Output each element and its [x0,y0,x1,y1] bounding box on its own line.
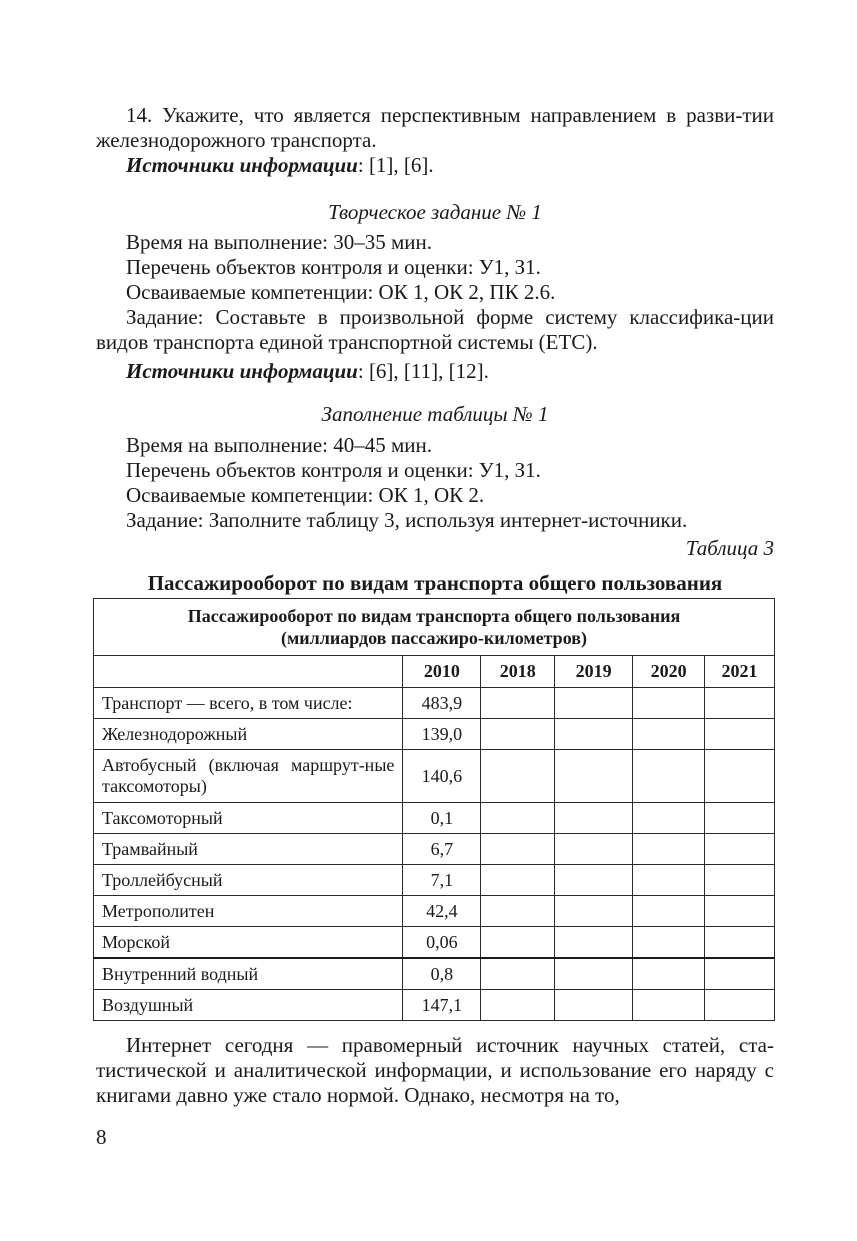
creative-task-heading: Творческое задание № 1 [328,200,542,224]
empty-cell [481,896,555,927]
empty-cell [481,834,555,865]
table-row [94,719,775,750]
creative-task-text: Задание: Составьте в произвольной форме систему классифика-ции видов транспорта единой транспортной системы (ЕТС). [96,305,774,354]
table-header-line-2: (миллиардов пассажиро-километров) [281,628,587,648]
empty-cell [705,865,775,896]
closing-paragraph: Интернет сегодня — правомерный источник научных статей, ста-тистической и аналитической информации, и использование его наряду с книгами давно уже стало нормой. Однако, несмотря на то, [96,1033,774,1107]
empty-cell [705,688,775,719]
row-label: Метрополитен [94,896,403,927]
row-value-2010: 139,0 [403,719,481,750]
empty-cell [481,990,555,1021]
question-14-sources [96,153,774,178]
empty-cell [555,688,633,719]
table-task-block [96,402,774,427]
table-caption: Таблица 3 [685,536,774,560]
creative-task-objects: Перечень объектов контроля и оценки: У1, З1. [126,255,541,279]
creative-task-competencies: Осваиваемые компетенции: ОК 1, ОК 2, ПК 2.6. [126,280,556,304]
sources-label: Источники информации [126,153,358,177]
empty-cell [555,865,633,896]
empty-cell [705,803,775,834]
empty-cell [555,834,633,865]
question-14-block [96,103,774,178]
table-corner-cell [94,656,403,688]
row-value-2010: 483,9 [403,688,481,719]
empty-cell [705,990,775,1021]
table-years-row [94,656,775,688]
table-header [94,599,775,656]
table-task-text: Задание: Заполните таблицу 3, используя интернет-источники. [126,508,688,532]
table-task-body [96,433,774,561]
row-value-2010: 0,1 [403,803,481,834]
table-row [94,688,775,719]
empty-cell [633,990,705,1021]
table-row [94,927,775,959]
empty-cell [481,803,555,834]
table-row [94,958,775,990]
row-label: Воздушный [94,990,403,1021]
table-row [94,834,775,865]
row-value-2010: 140,6 [403,750,481,803]
empty-cell [705,834,775,865]
table-task-objects: Перечень объектов контроля и оценки: У1, З1. [126,458,541,482]
row-label: Троллейбусный [94,865,403,896]
empty-cell [633,927,705,959]
row-value-2010: 42,4 [403,896,481,927]
table-row [94,803,775,834]
table-task-competencies: Осваиваемые компетенции: ОК 1, ОК 2. [126,483,485,507]
empty-cell [481,927,555,959]
sources-value: : [1], [6]. [357,153,434,177]
row-label: Транспорт — всего, в том числе: [94,688,403,719]
row-value-2010: 6,7 [403,834,481,865]
empty-cell [633,958,705,990]
empty-cell [555,990,633,1021]
creative-task-block [96,200,774,225]
empty-cell [555,719,633,750]
empty-cell [705,958,775,990]
empty-cell [555,958,633,990]
row-value-2010: 0,06 [403,927,481,959]
year-cell: 2021 [705,656,775,688]
year-cell: 2019 [555,656,633,688]
question-14-text: 14. Укажите, что является перспективным направлением в разви-тии железнодорожного транспорта. [96,103,774,152]
empty-cell [481,958,555,990]
table-row [94,865,775,896]
empty-cell [705,719,775,750]
table-row [94,750,775,803]
year-cell: 2010 [403,656,481,688]
year-cell: 2018 [481,656,555,688]
year-cell: 2020 [633,656,705,688]
row-label: Автобусный (включая маршрут-ные таксомоторы) [94,750,403,803]
empty-cell [705,896,775,927]
table-row [94,990,775,1021]
row-value-2010: 147,1 [403,990,481,1021]
empty-cell [481,865,555,896]
table-header-row [94,599,775,656]
sources-label: Источники информации [126,359,358,383]
row-value-2010: 0,8 [403,958,481,990]
sources-value: : [6], [11], [12]. [357,359,489,383]
empty-cell [633,750,705,803]
table-row [94,896,775,927]
closing-block [96,1033,774,1108]
empty-cell [633,865,705,896]
table-header-line-1: Пассажирооборот по видам транспорта общего пользования [187,606,681,626]
creative-task-time: Время на выполнение: 30–35 мин. [126,230,433,254]
empty-cell [705,927,775,959]
page-number: 8 [96,1125,107,1149]
empty-cell [555,803,633,834]
empty-cell [633,688,705,719]
row-label: Внутренний водный [94,958,403,990]
table-title: Пассажирооборот по видам транспорта общего пользования [147,571,723,595]
empty-cell [633,896,705,927]
empty-cell [633,834,705,865]
creative-task-sources [96,359,774,384]
passenger-turnover-table [93,598,775,1021]
empty-cell [705,750,775,803]
empty-cell [633,719,705,750]
empty-cell [555,750,633,803]
creative-task-body [96,230,774,384]
empty-cell [555,927,633,959]
empty-cell [481,688,555,719]
row-label: Железнодорожный [94,719,403,750]
empty-cell [555,896,633,927]
row-label: Морской [94,927,403,959]
empty-cell [481,750,555,803]
table-task-time: Время на выполнение: 40–45 мин. [126,433,433,457]
empty-cell [633,803,705,834]
row-label: Таксомоторный [94,803,403,834]
table-task-heading: Заполнение таблицы № 1 [321,402,549,426]
empty-cell [481,719,555,750]
row-label: Трамвайный [94,834,403,865]
row-value-2010: 7,1 [403,865,481,896]
